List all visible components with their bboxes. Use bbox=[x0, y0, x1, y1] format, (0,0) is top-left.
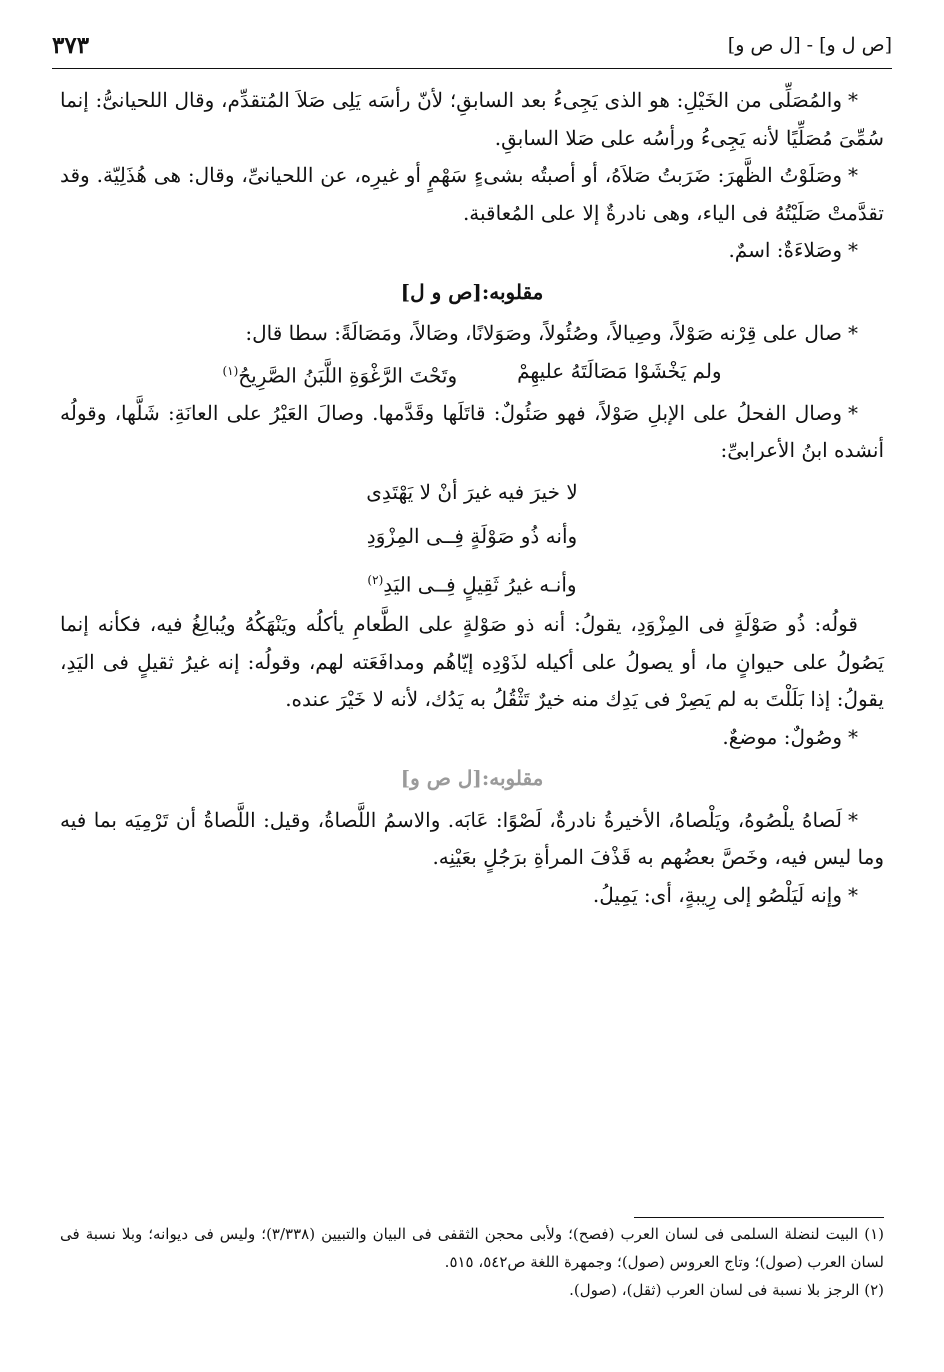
footnote-rule bbox=[634, 1217, 884, 1218]
entry-text: وإنه لَيَلْصُو إلى رِيبةٍ، أى: يَمِيلُ. bbox=[592, 882, 842, 907]
section-heading: مقلوبه:[ل ص و] bbox=[400, 766, 544, 791]
running-head bbox=[52, 28, 892, 64]
verse-block bbox=[60, 470, 884, 607]
entry-star-icon: * bbox=[848, 238, 858, 262]
verse-line: لا خيرَ فيه غيرَ أنْ لا يَهْتَدِى bbox=[366, 479, 578, 504]
verse-text: وأنـه غيرُ ثَقِيلٍ فِــى اليَدِ bbox=[383, 572, 577, 597]
verse-text: وتَحْتَ الرَّغْوَةِ اللَّبَنُ الصَّرِيحُ bbox=[238, 363, 458, 388]
entry-star-icon: * bbox=[848, 88, 858, 112]
entry-text: والمُصَلِّى من الخَيْلِ: هو الذى يَجِىءُ بعد السابقِ؛ لأنّ رأسَه يَلِى صَلاَ المُتقدِّم، وقال اللحيانىُّ: إنما سُمِّىَ مُصَلِّيًا لأنه يَجِىءُ ورأسُه على صَلا السابقِ. bbox=[60, 88, 884, 150]
section-heading: مقلوبه:[ص و ل] bbox=[400, 279, 544, 304]
entry-paragraph bbox=[60, 82, 884, 157]
footnote: (١) البيت لنضلة السلمى فى لسان العرب (فصح)؛ ولأبى محجن الثقفى فى البيان والتبيين (٣/٣٣٨)؛ وليس فى ديوانه؛ وبلا نسبة فى لسان العرب (صول)؛ وتاج العروس (صول)؛ وجمهرة اللغة ص٥٤٢، ٥١٥. bbox=[60, 1225, 884, 1271]
entry-text: وصال الفحلُ على الإبلِ صَوْلاً، فهو صَئُولٌ: قاتَلَها وقَدَّمها. وصالَ العَيْرُ على العانَةِ: شَلَّها، وقولُه أنشده ابنُ الأعرابىِّ: bbox=[60, 400, 884, 463]
commentary-paragraph: قولُه: ذُو صَوْلَةٍ فى المِزْوَدِ، يقولُ: أنه ذو صَوْلةٍ على الطَّعامِ يأكلُه ويَنْهَكُهُ ويُبالِغُ فيه، فكأنه إنما يَصُولُ على حيوانٍ ما، أو يصولُ على أكيله لذَوْدِه إيّاهُم ومدافَعَته لهم، وقولُه: إنه غيرُ ثقيلٍ فى اليَدِ، يقولُ: إذا بَلَلْتَ به لم يَصِرْ فى يَدِك منه خيرٌ تَثْقُلُ به يَدُك، لأنه لا خَيْرَ عنده. bbox=[60, 612, 885, 712]
entry-text: وصَلاءَةٌ: اسمٌ. bbox=[728, 238, 842, 262]
verse-hemistich-first: ولم يَخْشَوْا مَصَالَتَهُ عليهِمْ bbox=[517, 358, 722, 383]
entry-paragraph bbox=[60, 877, 884, 915]
page-number: ٣٧٣ bbox=[52, 32, 90, 59]
entry-text: صال على قِرْنه صَوْلاً، وصِيالاً، وصُئُولاً، وصَوَلانًا، وصَالاً، ومَصَالَةً: سطا قال: bbox=[245, 321, 842, 345]
entry-paragraph bbox=[60, 719, 884, 757]
verse-line bbox=[60, 558, 884, 607]
header-rule bbox=[52, 68, 892, 69]
header-title: [ص ل و] - [ل ص و] bbox=[727, 34, 892, 56]
entry-star-icon: * bbox=[848, 163, 859, 187]
entry-star-icon: * bbox=[848, 400, 858, 425]
entry-paragraph bbox=[60, 157, 884, 232]
footnote-ref: (١) bbox=[222, 363, 239, 378]
verse-line: وأنه ذُو صَوْلَةٍ فِــى المِزْوَدِ bbox=[366, 523, 578, 548]
body-text bbox=[60, 82, 884, 914]
verse-line bbox=[60, 353, 884, 395]
entry-paragraph bbox=[60, 395, 884, 470]
entry-paragraph bbox=[60, 232, 884, 270]
entry-paragraph bbox=[60, 315, 884, 353]
entry-star-icon: * bbox=[848, 321, 858, 345]
entry-paragraph bbox=[60, 802, 884, 877]
footnote: (٢) الرجز بلا نسبة فى لسان العرب (ثقل)، (صول). bbox=[569, 1281, 884, 1299]
entry-text: وصُولٌ: موضعٌ. bbox=[722, 724, 842, 749]
footnote-ref: (٢) bbox=[367, 572, 384, 587]
entry-star-icon: * bbox=[848, 724, 858, 749]
footnotes bbox=[60, 1220, 884, 1304]
entry-star-icon: * bbox=[848, 882, 858, 907]
verse-hemistich-second bbox=[222, 353, 457, 395]
entry-star-icon: * bbox=[848, 807, 858, 832]
entry-text: لَصاهُ يلْصُوهُ، ويَلْصاهُ، الأخيرةُ نادرةٌ، لَصْوًا: عَابَه. والاسمُ اللَّصاةُ، وقيل: اللَّصاةُ أن تَرْمِيَه بما فيه وما ليس فيه، وخَصَّ بعضُهم به قَذْفَ المرأةِ برَجُلٍ بعَيْنِه. bbox=[60, 807, 884, 870]
entry-text: وصَلَوْتُ الظَّهرَ: ضَرَبتُ صَلاَهُ، أو أصبتُه بشىءٍ سَهْمٍ أو غيرِه، عن اللحيانىِّ، وقال: هى هُذَلِيّة. وقد تقدَّمتْ صَلَيْتُهُ فى الياء، وهى نادرةٌ إلا على المُعاقبة. bbox=[60, 163, 884, 225]
